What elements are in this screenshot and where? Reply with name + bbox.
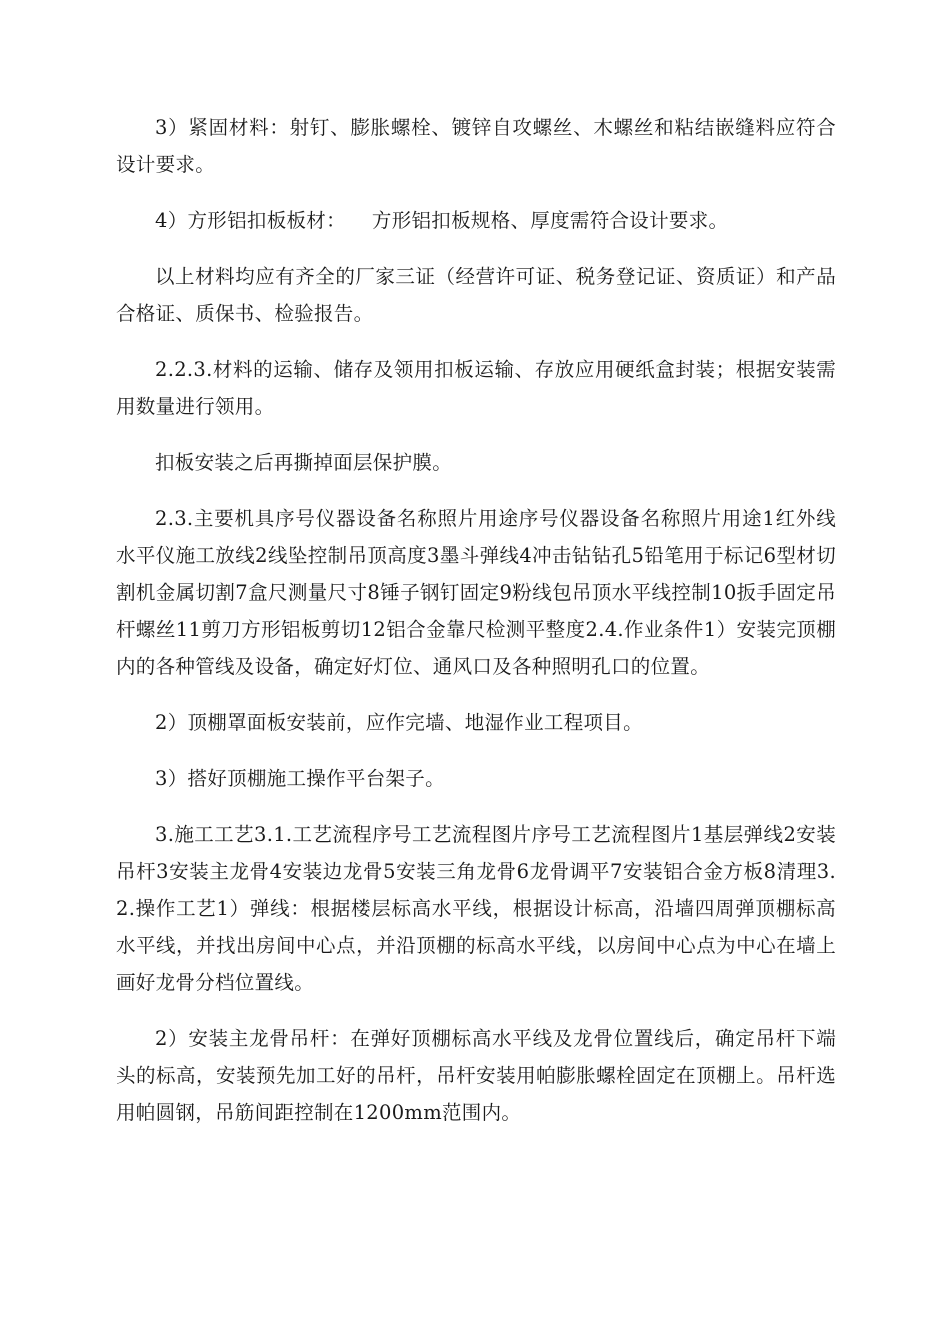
paragraph-main-tools: 2.3.主要机具序号仪器设备名称照片用途序号仪器设备名称照片用途1红外线水平仪施工放线2线坠控制吊顶高度3墨斗弹线4冲击钻钻孔5铅笔用于标记6型材切割机金属切割7盒尺测量尺寸8锤子钢钉固定9粉线包吊顶水平线控制10扳手固定吊杆螺丝11剪刀方形铝板剪切12铝合金靠尺检测平整度2.4.作业条件1）安装完顶棚内的各种管线及设备，确定好灯位、通风口及各种照明孔口的位置。	[116, 507, 836, 678]
paragraph-certificates: 以上材料均应有齐全的厂家三证（经营许可证、税务登记证、资质证）和产品合格证、质保书、检验报告。	[116, 265, 836, 325]
paragraph-scaffold: 3）搭好顶棚施工操作平台架子。	[155, 767, 445, 790]
paragraph-construction-process: 3.施工工艺3.1.工艺流程序号工艺流程图片序号工艺流程图片1基层弹线2安装吊杆3安装主龙骨4安装边龙骨5安装三角龙骨6龙骨调平7安装铝合金方板8清理3.2.操作工艺1）弹线：根据楼层标高水平线，根据设计标高，沿墙四周弹顶棚标高水平线，并找出房间中心点，并沿顶棚的标高水平线，以房间中心点为中心在墙上画好龙骨分档位置线。	[116, 823, 836, 994]
paragraph-fastening-materials: 3）紧固材料：射钉、膨胀螺栓、镀锌自攻螺丝、木螺丝和粘结嵌缝料应符合设计要求。	[116, 116, 836, 176]
paragraph-protective-film: 扣板安装之后再撕掉面层保护膜。	[155, 451, 453, 474]
paragraph-hanger-rods: 2）安装主龙骨吊杆：在弹好顶棚标高水平线及龙骨位置线后，确定吊杆下端头的标高，安装预先加工好的吊杆，吊杆安装用帕膨胀螺栓固定在顶棚上。吊杆选用帕圆钢，吊筋间距控制在1200mm范围内。	[116, 1027, 836, 1124]
paragraph-wet-work: 2）顶棚罩面板安装前，应作完墙、地湿作业工程项目。	[155, 711, 643, 734]
document-body	[116, 109, 836, 1150]
paragraph-transport-storage: 2.2.3.材料的运输、储存及领用扣板运输、存放应用硬纸盒封装；根据安装需用数量进行领用。	[116, 358, 836, 418]
paragraph-aluminum-panel-material: 4）方形铝扣板板材： 方形铝扣板规格、厚度需符合设计要求。	[155, 209, 729, 232]
